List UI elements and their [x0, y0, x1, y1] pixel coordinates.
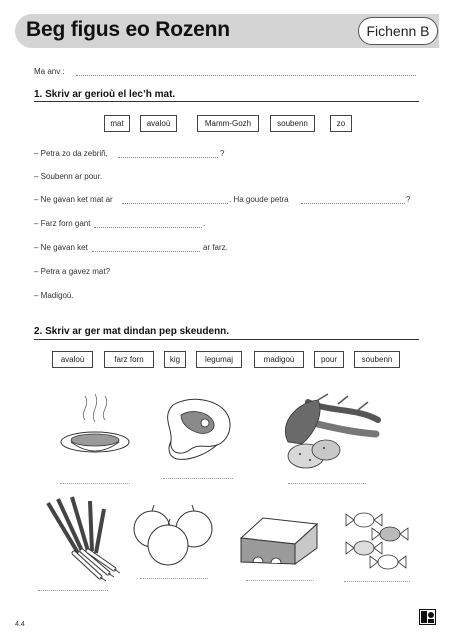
sentence-3-mid: . Ha goude petra — [229, 195, 289, 204]
sentence-5-start: – Ne gavan ket — [34, 243, 88, 252]
sentence-1-end: ? — [220, 149, 225, 158]
sentence-4-end: . — [203, 219, 206, 228]
answer-line-6[interactable] — [246, 580, 314, 581]
blank-3[interactable] — [301, 203, 405, 204]
word-box-3: Mamm-Gozh — [197, 115, 259, 132]
candies-picture — [340, 500, 415, 575]
word-box-2: avaloù — [140, 115, 177, 132]
blank-1[interactable] — [118, 157, 218, 158]
blank-4[interactable] — [94, 227, 202, 228]
word-box-farz-forn: farz forn — [104, 351, 154, 368]
publisher-logo-icon — [419, 609, 436, 625]
apples-picture — [128, 503, 218, 571]
answer-line-5[interactable] — [140, 578, 208, 579]
word-box-pour: pour — [314, 351, 344, 368]
sentence-3-start: – Ne gavan ket mat ar — [34, 195, 113, 204]
word-box-madigou: madigoù — [254, 351, 304, 368]
cake-picture — [235, 510, 325, 568]
name-field[interactable] — [76, 75, 416, 76]
page-number: 4.4 — [15, 621, 25, 628]
vegetables-picture — [268, 392, 383, 474]
sentence-3-end: ? — [406, 195, 411, 204]
sheet-badge: Fichenn B — [358, 17, 438, 45]
section2-heading: 2. Skriv ar ger mat dindan pep skeudenn. — [34, 326, 230, 337]
word-box-soubenn: soubenn — [354, 351, 400, 368]
leeks-picture — [38, 493, 123, 583]
page-title: Beg figus eo Rozenn — [26, 18, 230, 41]
sentence-1-start: – Petra zo da zebriñ, — [34, 149, 108, 158]
answer-line-4[interactable] — [38, 590, 108, 591]
answer-line-1[interactable] — [60, 483, 130, 484]
blank-5[interactable] — [92, 251, 200, 252]
word-box-kig: kig — [164, 351, 186, 368]
sentence-5-end: ar farz. — [203, 243, 228, 252]
word-box-1: mat — [104, 115, 130, 132]
section1-rule — [34, 101, 419, 102]
sentence-4-start: – Farz forn gant — [34, 219, 91, 228]
name-label: Ma anv : — [34, 67, 65, 76]
section2-rule — [34, 339, 419, 340]
word-box-5: zo — [330, 115, 352, 132]
answer-line-3[interactable] — [288, 483, 366, 484]
answer-line-2[interactable] — [163, 478, 233, 479]
sentence-6: – Petra a gavez mat? — [34, 267, 111, 276]
word-box-4: soubenn — [270, 115, 315, 132]
word-box-avalou: avaloù — [52, 351, 93, 368]
answer-line-7[interactable] — [344, 581, 410, 582]
soup-bowl-picture — [55, 390, 135, 470]
meat-chop-picture — [155, 393, 240, 463]
sentence-7: – Madigoù. — [34, 291, 74, 300]
word-box-legumaj: legumaj — [196, 351, 242, 368]
blank-2[interactable] — [122, 203, 228, 204]
sentence-2: – Soubenn ar pour. — [34, 172, 103, 181]
section1-heading: 1. Skriv ar gerioù el lec’h mat. — [34, 89, 176, 100]
